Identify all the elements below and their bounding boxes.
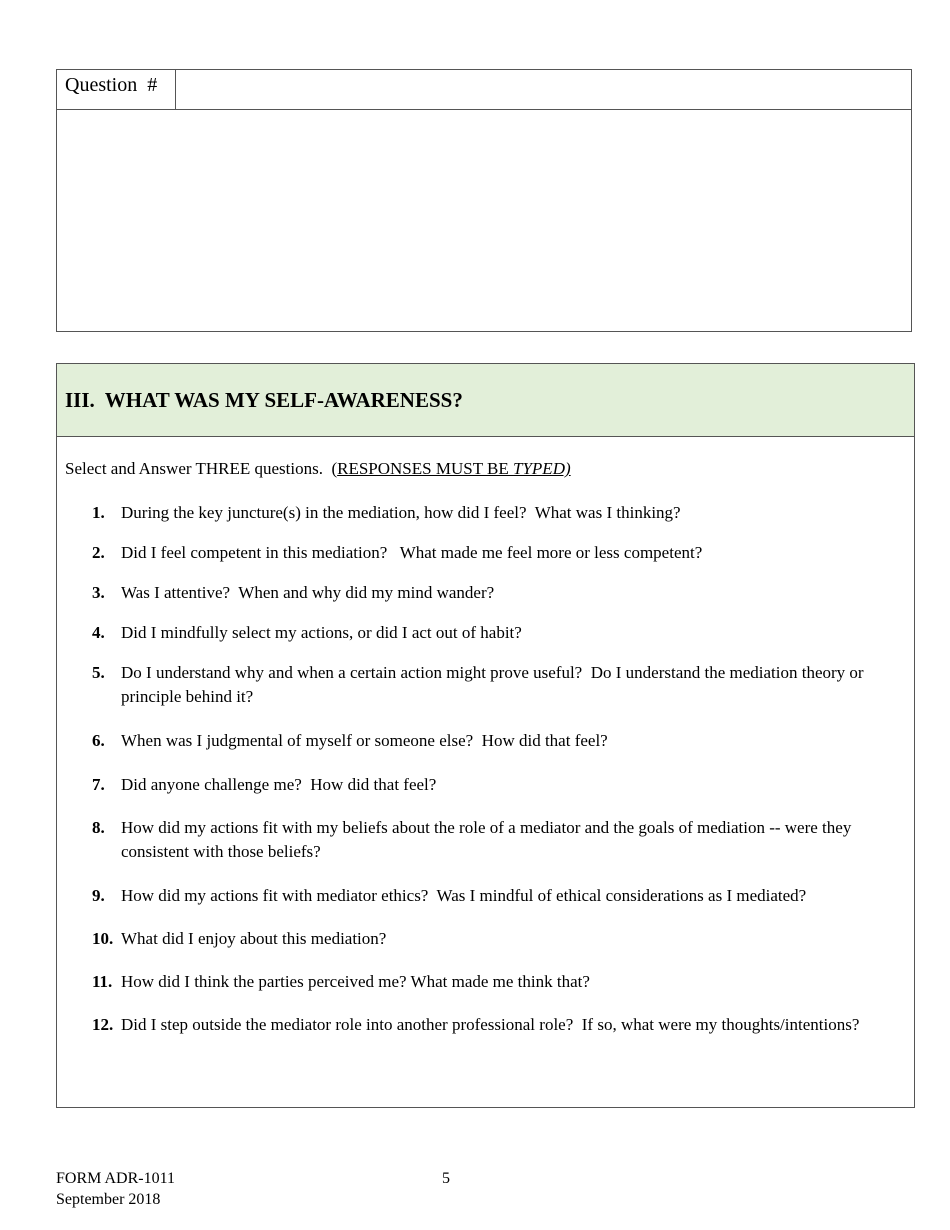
question-number: 10. [92, 929, 114, 948]
section-number: III. [65, 387, 95, 412]
question-number-label: Question # [57, 70, 176, 109]
question-text: How did I think the parties perceived me? What made me think that? [121, 972, 590, 991]
question-number-field[interactable] [176, 70, 911, 109]
question-item [92, 927, 892, 951]
instructions-typed: TYPED) [513, 459, 571, 478]
question-text: Did I feel competent in this mediation? What made me feel more or less competent? [121, 543, 703, 562]
question-text: How did my actions fit with my beliefs about the role of a mediator and the goals of mediation -- were they consistent with those beliefs? [121, 818, 856, 861]
instructions [65, 459, 571, 479]
question-answer-table [56, 69, 912, 332]
question-item [92, 884, 892, 908]
question-item [92, 729, 892, 753]
question-text: What did I enjoy about this mediation? [121, 929, 387, 948]
question-item [92, 621, 892, 645]
section-heading [57, 364, 914, 437]
question-text: Do I understand why and when a certain action might prove useful? Do I understand the mediation theory or principle behind it? [121, 663, 868, 706]
question-text: Was I attentive? When and why did my mind wander? [121, 583, 495, 602]
question-number: 2. [92, 543, 105, 562]
section-title: WHAT WAS MY SELF-AWARENESS? [104, 387, 463, 412]
instructions-emphasis: RESPONSES MUST BE [337, 459, 514, 478]
question-number: 12. [92, 1015, 114, 1034]
question-table-header [57, 70, 911, 110]
question-text: Did I mindfully select my actions, or did I act out of habit? [121, 623, 522, 642]
question-text: During the key juncture(s) in the mediation, how did I feel? What was I thinking? [121, 503, 681, 522]
question-text: How did my actions fit with mediator ethics? Was I mindful of ethical considerations as I mediated? [121, 886, 807, 905]
question-item [92, 1013, 892, 1037]
question-text: Did anyone challenge me? How did that feel? [121, 775, 437, 794]
question-number: 5. [92, 663, 105, 682]
question-number: 8. [92, 818, 105, 837]
question-text: When was I judgmental of myself or someone else? How did that feel? [121, 731, 608, 750]
question-number: 6. [92, 731, 105, 750]
question-number: 9. [92, 886, 105, 905]
form-id: FORM ADR-1011 [56, 1170, 175, 1187]
form-date: September 2018 [56, 1191, 161, 1208]
page-number: 5 [442, 1170, 450, 1187]
question-item [92, 970, 892, 994]
form-footer [56, 1168, 175, 1210]
self-awareness-section [56, 363, 915, 1108]
question-item [92, 581, 892, 605]
question-item [92, 661, 892, 709]
instructions-text: Select and Answer THREE questions. ( [65, 459, 338, 478]
question-number: 4. [92, 623, 105, 642]
answer-field[interactable] [57, 110, 911, 332]
question-number: 11. [92, 972, 113, 991]
question-item [92, 501, 892, 525]
question-number: 3. [92, 583, 105, 602]
question-number: 1. [92, 503, 105, 522]
question-item [92, 541, 892, 565]
question-item [92, 816, 892, 864]
question-number: 7. [92, 775, 105, 794]
question-item [92, 773, 892, 797]
question-text: Did I step outside the mediator role into another professional role? If so, what were my thoughts/intentions? [121, 1015, 860, 1034]
